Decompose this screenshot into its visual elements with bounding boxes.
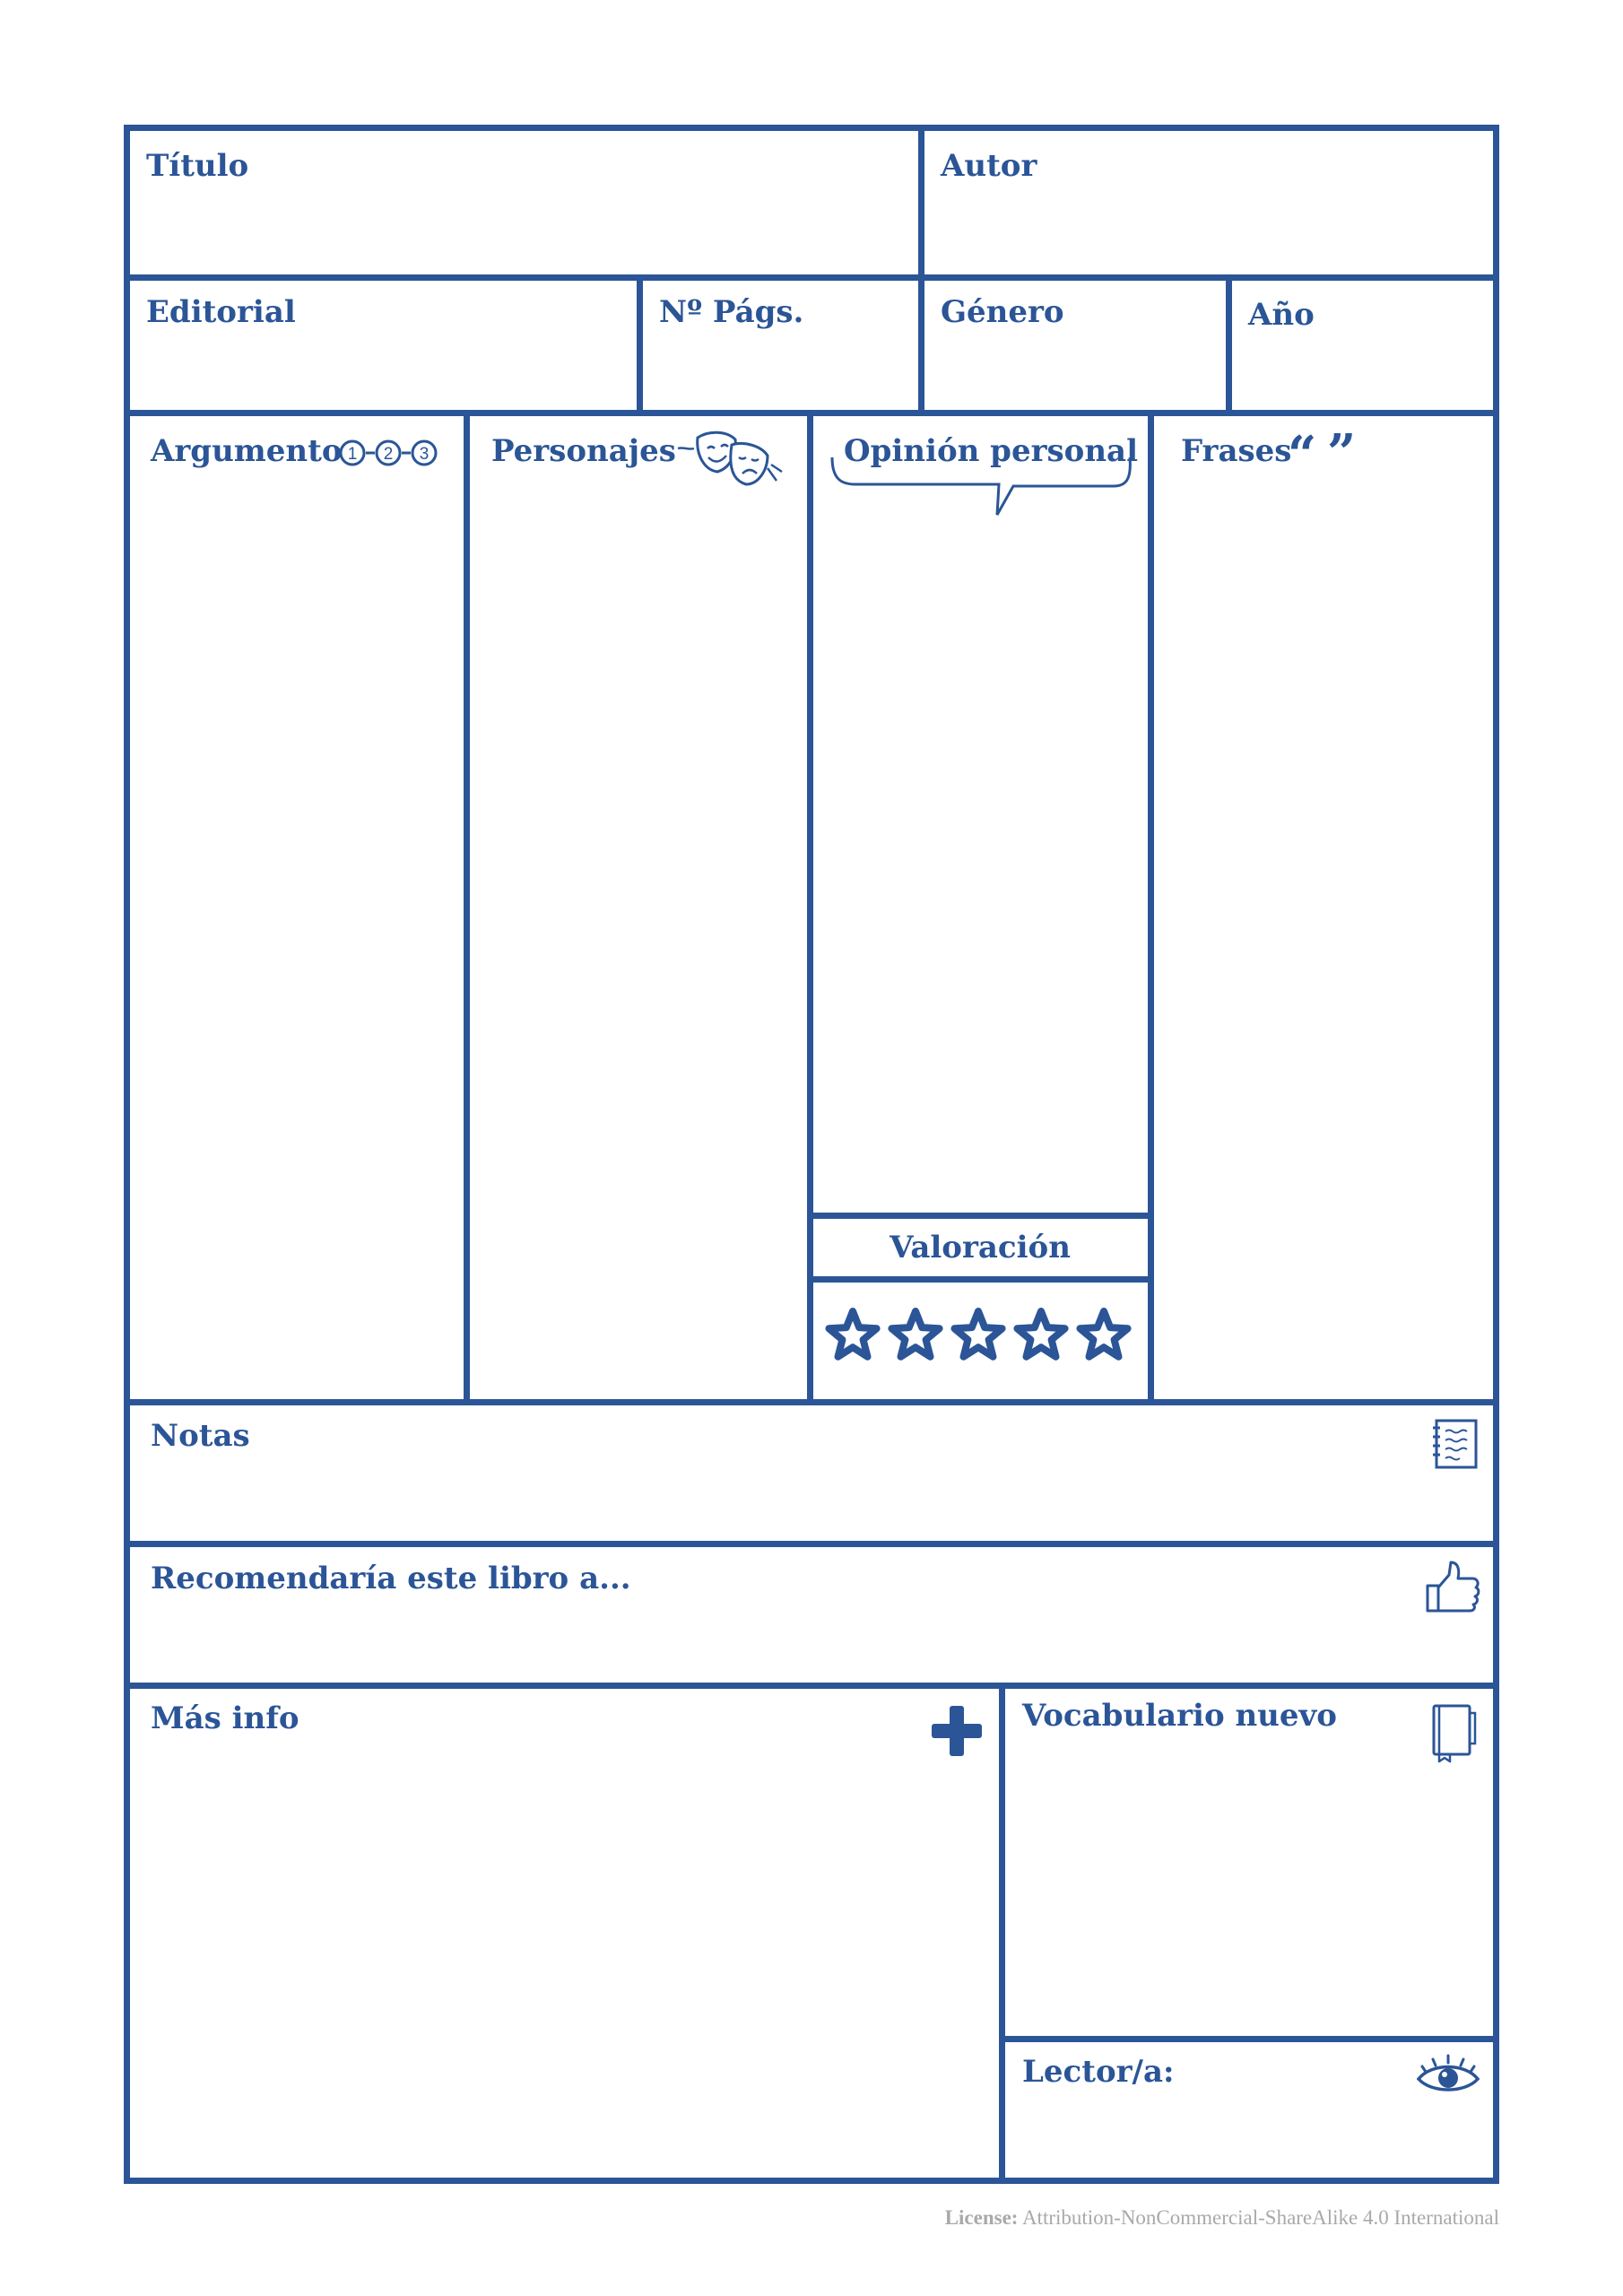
field-label-valoracion: Valoración <box>890 1230 1071 1265</box>
svg-text:“: “ <box>1288 425 1317 484</box>
field-label-frases: Frases <box>1181 433 1292 469</box>
divider-genero-anio <box>1226 274 1232 416</box>
step-number-2: 2 <box>383 445 394 464</box>
rating-star-2[interactable] <box>891 1311 939 1357</box>
license-label: License: <box>944 2206 1019 2229</box>
numbered-steps-icon <box>339 438 452 468</box>
rating-star-1[interactable] <box>829 1311 876 1357</box>
field-label-personajes: Personajes <box>491 433 676 469</box>
license-footer <box>945 2205 1499 2231</box>
thumbs-up-icon <box>1424 1559 1481 1616</box>
eye-icon <box>1415 2056 1481 2097</box>
divider-opinion-bottom <box>810 1213 1150 1219</box>
rating-star-4[interactable] <box>1017 1311 1064 1357</box>
field-label-titulo: Título <box>146 148 249 184</box>
field-label-mas-info: Más info <box>151 1700 299 1736</box>
field-label-num-pags: Nº Págs. <box>659 294 804 330</box>
theater-masks-icon <box>678 429 785 490</box>
license-text: Attribution-NonCommercial-ShareAlike 4.0 International <box>1021 2206 1499 2229</box>
divider-vocabulario-bottom <box>1002 2036 1499 2042</box>
quotation-marks-icon <box>1288 423 1359 484</box>
step-number-3: 3 <box>419 445 430 464</box>
divider-row1-bottom <box>124 274 1499 281</box>
notebook-icon <box>1430 1702 1477 1765</box>
divider-recomendaria-bottom <box>124 1683 1499 1689</box>
divider-notas-bottom <box>124 1541 1499 1547</box>
rating-star-5[interactable] <box>1080 1311 1127 1357</box>
svg-text:”: ” <box>1327 423 1357 483</box>
divider-valoracion-bottom <box>810 1276 1150 1283</box>
field-label-genero: Género <box>941 294 1064 330</box>
field-label-argumento: Argumento <box>151 433 343 469</box>
field-label-recomendaria: Recomendaría este libro a... <box>151 1561 631 1596</box>
field-label-vocabulario-nuevo: Vocabulario nuevo <box>1022 1698 1337 1734</box>
rating-star-3[interactable] <box>954 1311 1002 1357</box>
field-label-lector: Lector/a: <box>1022 2054 1175 2090</box>
field-label-autor: Autor <box>941 148 1037 184</box>
divider-masinfo-vocabulario <box>999 1683 1005 2184</box>
field-label-notas: Notas <box>151 1418 250 1454</box>
field-label-anio: Año <box>1248 297 1315 333</box>
step-number-1: 1 <box>347 445 358 464</box>
field-label-editorial: Editorial <box>146 294 296 330</box>
star-rating[interactable] <box>820 1300 1143 1372</box>
notepad-icon <box>1431 1417 1480 1471</box>
divider-titulo-autor <box>918 125 924 416</box>
field-label-opinion-personal: Opinión personal <box>844 433 1138 469</box>
divider-editorial-pags <box>637 274 643 416</box>
plus-icon <box>932 1706 982 1756</box>
divider-argumento-personajes <box>464 410 470 1405</box>
